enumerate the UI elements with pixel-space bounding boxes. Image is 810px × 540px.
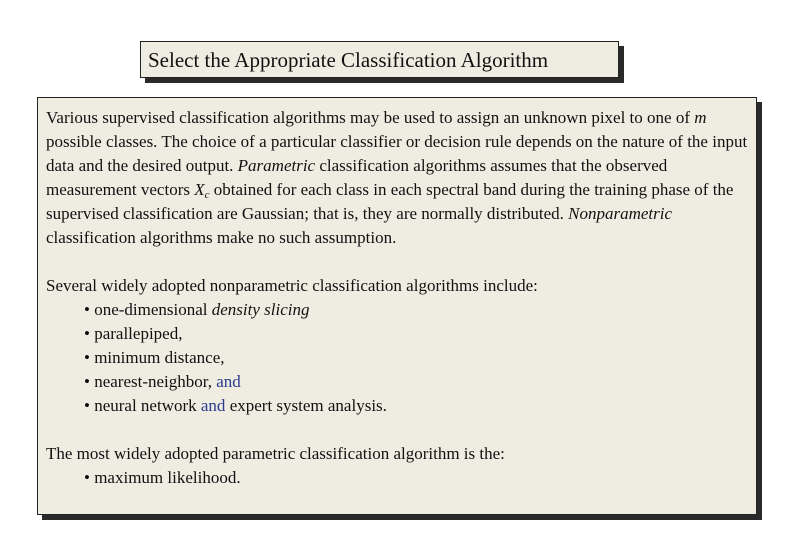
conjunction-and: and — [196, 396, 226, 415]
list-item-neural-network — [46, 394, 750, 418]
list-item-text: expert system analysis. — [225, 396, 387, 415]
parametric-intro: The most widely adopted parametric classification algorithm is the: — [46, 444, 505, 463]
p1-xc-main: X — [194, 180, 205, 199]
p1-m-symbol: m — [694, 108, 707, 127]
list-item-nearest-neighbor — [46, 370, 750, 394]
slide-title: Select the Appropriate Classification Algorithm — [140, 41, 619, 78]
list-item-minimum-distance: • minimum distance, — [84, 348, 225, 367]
list-item-text: • nearest-neighbor, — [84, 372, 212, 391]
density-slicing-term: density slicing — [211, 300, 310, 319]
paragraph-supervised-classification — [46, 106, 750, 250]
p1-nonparametric-term: Nonparametric — [568, 204, 673, 223]
list-item-maximum-likelihood: • maximum likelihood. — [84, 468, 241, 487]
list-item-parallepiped: • parallepiped, — [84, 324, 183, 343]
p1-xc-symbol — [194, 180, 209, 199]
spacer — [46, 418, 750, 442]
p1-text-3: classification algorithms assumes that the observed measurement vectors — [46, 156, 668, 199]
content-box — [37, 97, 757, 515]
p1-text-5: classification algorithms make no such assumption. — [46, 228, 397, 247]
list-item-density-slicing — [46, 298, 750, 322]
p1-text-4: obtained for each class in each spectral band during the training phase of the supervised classification are Gaussian; that is, they are normally distributed. — [46, 180, 734, 223]
nonparametric-intro: Several widely adopted nonparametric classification algorithms include: — [46, 276, 538, 295]
conjunction-and: and — [212, 372, 241, 391]
list-item-text: • one-dimensional — [84, 300, 212, 319]
p1-parametric-term: Parametric — [237, 156, 316, 175]
spacer — [46, 250, 750, 274]
p1-text-1: Various supervised classification algorithms may be used to assign an unknown pixel to one of — [46, 108, 695, 127]
p1-xc-subscript: c — [204, 189, 210, 201]
list-item-text: • neural network — [84, 396, 197, 415]
p1-text-2: possible classes. The choice of a particular classifier or decision rule depends on the nature of the input data and the desired output. — [46, 132, 748, 175]
